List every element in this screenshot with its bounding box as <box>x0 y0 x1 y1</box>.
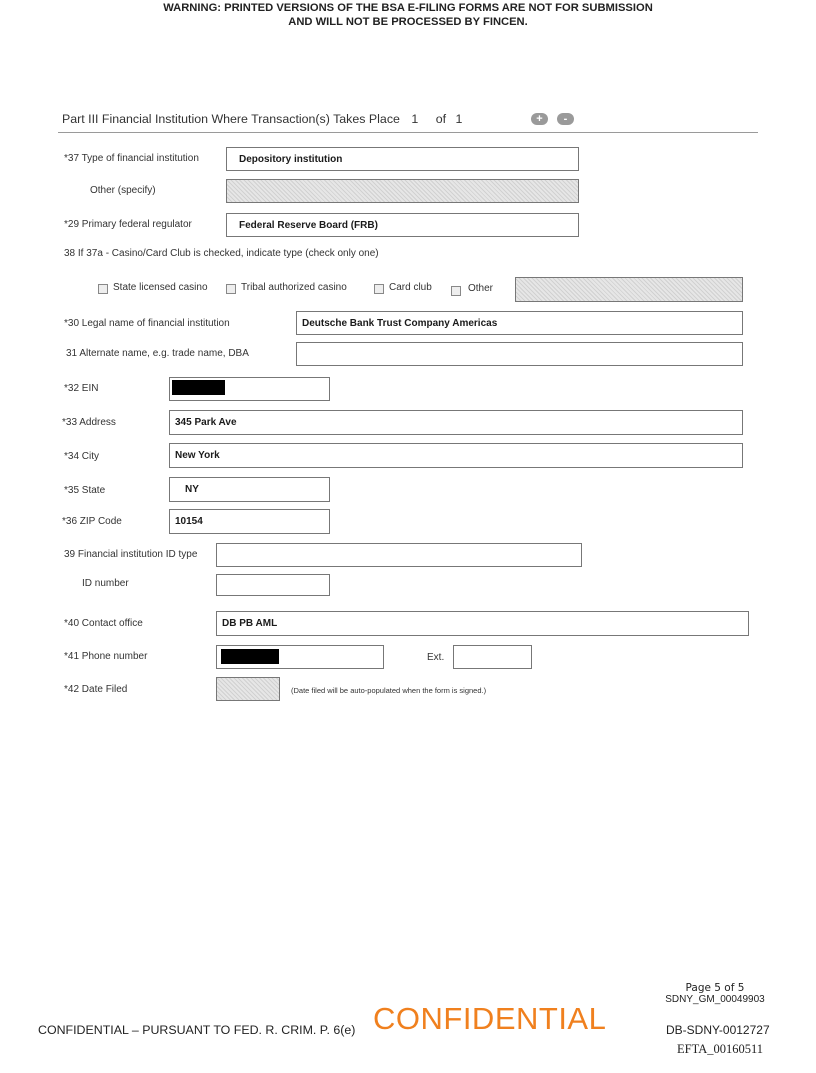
institution-type-field[interactable]: Depository institution <box>226 147 579 171</box>
page-current: 1 <box>411 112 419 126</box>
section-divider <box>58 132 758 133</box>
casino-type-question: 38 If 37a - Casino/Card Club is checked, indicate type (check only one) <box>64 248 379 259</box>
tribal-authorized-casino-label: Tribal authorized casino <box>241 282 347 293</box>
other-specify-label: Other (specify) <box>90 185 156 196</box>
phone-redaction <box>221 649 279 664</box>
ein-redaction <box>172 380 225 395</box>
phone-label: *41 Phone number <box>64 651 148 662</box>
print-warning-line2: AND WILL NOT BE PROCESSED BY FINCEN. <box>288 16 528 28</box>
part-title-row <box>62 112 462 126</box>
state-field[interactable]: NY <box>169 477 330 502</box>
print-warning <box>0 1 816 29</box>
phone-ext-field[interactable] <box>453 645 532 669</box>
part-title: Part III Financial Institution Where Transaction(s) Takes Place <box>62 112 400 126</box>
bates-number: DB-SDNY-0012727 <box>666 1023 770 1037</box>
alternate-name-field[interactable] <box>296 342 743 366</box>
efta-number: EFTA_00160511 <box>677 1042 764 1056</box>
id-number-field[interactable] <box>216 574 330 596</box>
confidentiality-notice: CONFIDENTIAL – PURSUANT TO FED. R. CRIM. P. 6(e) <box>38 1023 356 1037</box>
confidential-watermark: CONFIDENTIAL <box>373 1001 607 1036</box>
page-number-block <box>655 982 775 1006</box>
page-of-label: of <box>435 112 447 126</box>
primary-regulator-field[interactable]: Federal Reserve Board (FRB) <box>226 213 579 237</box>
state-licensed-casino-checkbox[interactable] <box>98 284 108 294</box>
legal-name-label: *30 Legal name of financial institution <box>64 318 230 329</box>
institution-type-label: *37 Type of financial institution <box>64 153 199 164</box>
card-club-label: Card club <box>389 282 432 293</box>
other-casino-specify-field <box>515 277 743 302</box>
contact-office-field[interactable]: DB PB AML <box>216 611 749 636</box>
date-filed-label: *42 Date Filed <box>64 684 128 695</box>
address-field[interactable]: 345 Park Ave <box>169 410 743 435</box>
alternate-name-label: 31 Alternate name, e.g. trade name, DBA <box>66 348 249 359</box>
date-filed-field <box>216 677 280 701</box>
ein-label: *32 EIN <box>64 383 99 394</box>
other-casino-checkbox[interactable] <box>451 286 461 296</box>
contact-office-label: *40 Contact office <box>64 618 143 629</box>
phone-ext-label: Ext. <box>427 652 445 663</box>
page-number: Page 5 of 5 <box>685 982 745 994</box>
zip-field[interactable]: 10154 <box>169 509 330 534</box>
primary-regulator-label: *29 Primary federal regulator <box>64 219 192 230</box>
address-label: *33 Address <box>62 417 116 428</box>
city-label: *34 City <box>64 451 100 462</box>
zip-label: *36 ZIP Code <box>62 516 122 527</box>
legal-name-field[interactable]: Deutsche Bank Trust Company Americas <box>296 311 743 335</box>
print-warning-line1: WARNING: PRINTED VERSIONS OF THE BSA E-FILING FORMS ARE NOT FOR SUBMISSION <box>163 2 653 14</box>
page-total: 1 <box>455 112 463 126</box>
remove-part-button[interactable]: - <box>557 113 574 125</box>
card-club-checkbox[interactable] <box>374 284 384 294</box>
state-licensed-casino-label: State licensed casino <box>113 282 208 293</box>
id-number-label: ID number <box>82 578 129 589</box>
add-part-button[interactable]: + <box>531 113 548 125</box>
fi-id-type-label: 39 Financial institution ID type <box>64 549 198 560</box>
tribal-authorized-casino-checkbox[interactable] <box>226 284 236 294</box>
date-filed-note: (Date filed will be auto-populated when the form is signed.) <box>291 686 487 695</box>
fi-id-type-field[interactable] <box>216 543 582 567</box>
state-label: *35 State <box>64 485 106 496</box>
document-id: SDNY_GM_00049903 <box>665 994 765 1005</box>
other-specify-field <box>226 179 579 203</box>
city-field[interactable]: New York <box>169 443 743 468</box>
other-casino-label: Other <box>468 283 494 294</box>
